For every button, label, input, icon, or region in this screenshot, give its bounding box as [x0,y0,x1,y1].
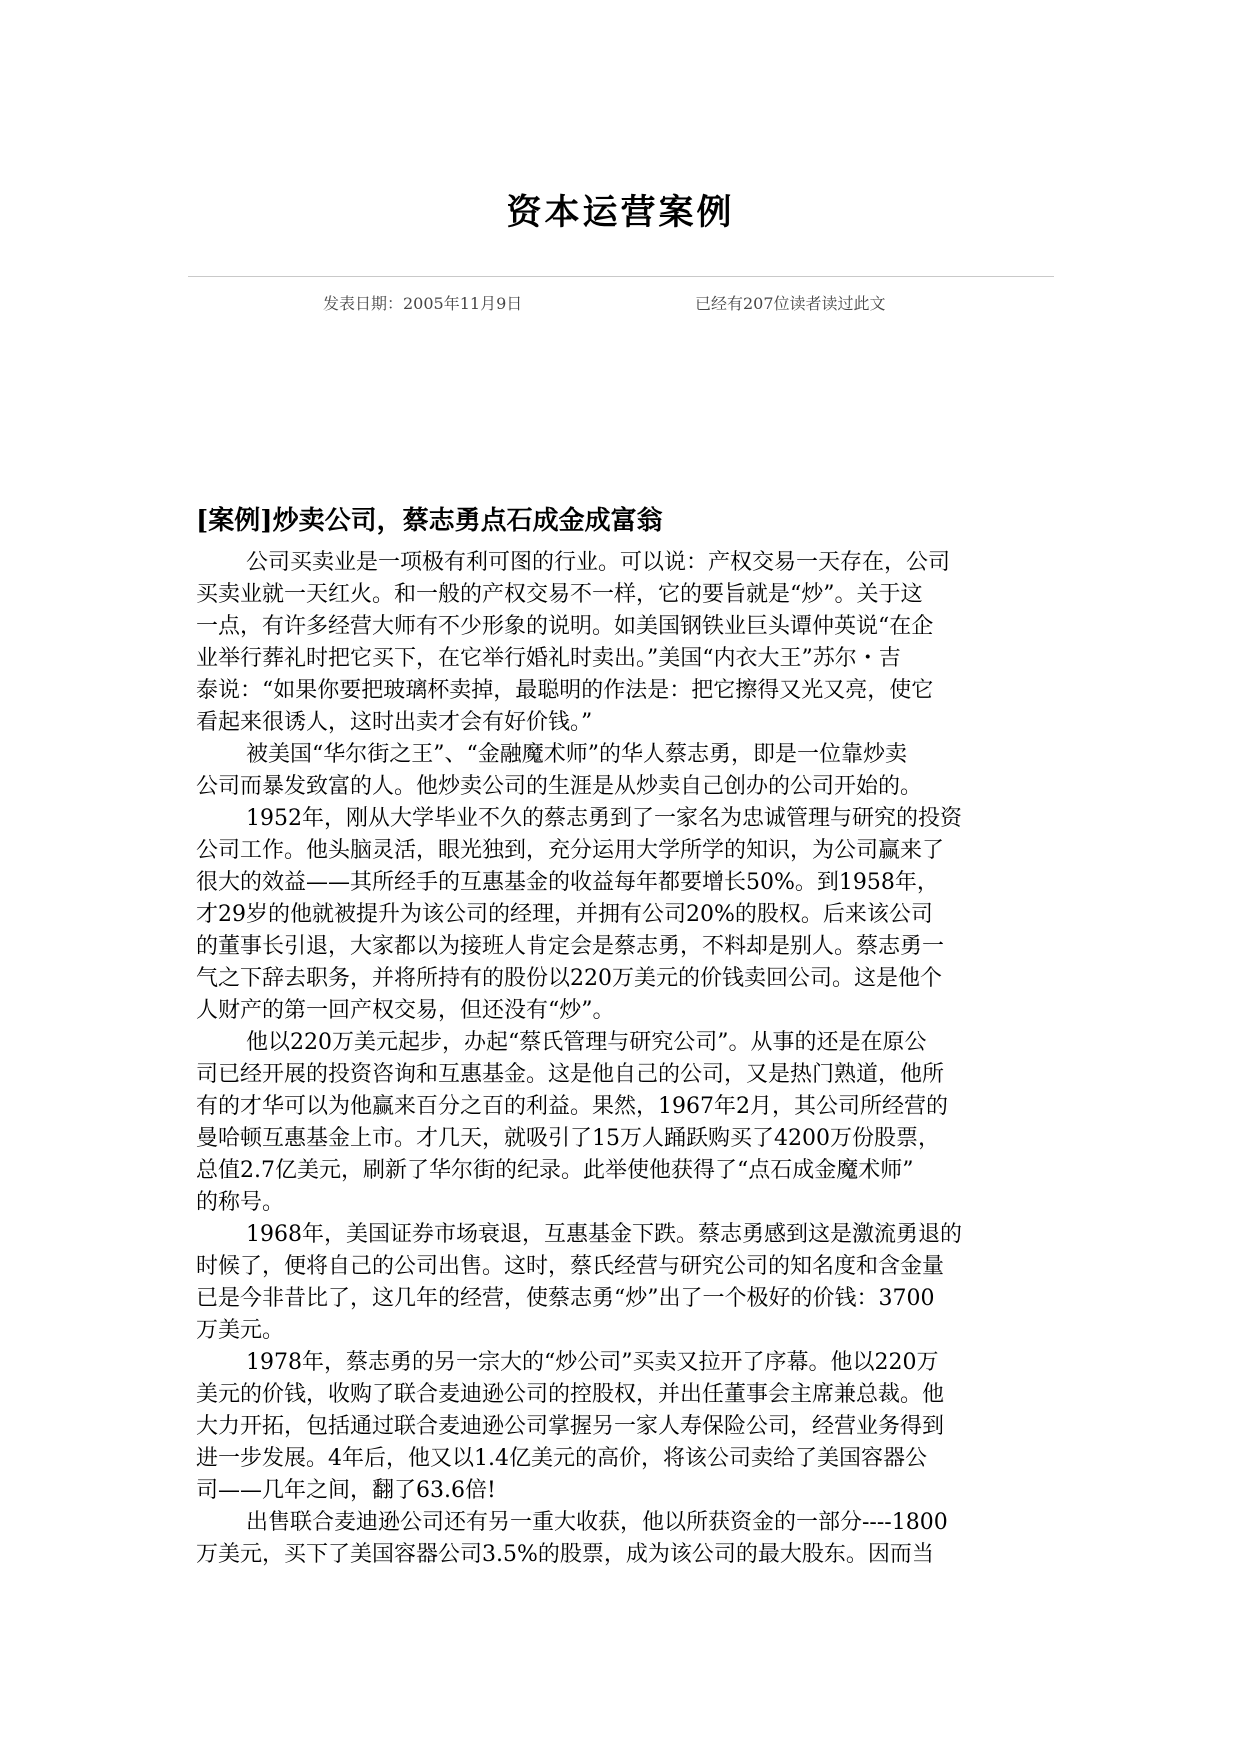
body-line: 他以220万美元起步，办起“蔡氏管理与研究公司”。从事的还是在原公 [246,1030,927,1055]
reader-count: 已经有207位读者读过此文 [695,294,886,313]
body-line: 公司买卖业是一项极有利可图的行业。可以说：产权交易一天存在，公司 [246,550,951,575]
body-line: 气之下辞去职务，并将所持有的股份以220万美元的价钱卖回公司。这是他个 [196,966,942,991]
body-line: 大力开拓，包括通过联合麦迪逊公司掌握另一家人寿保险公司，经营业务得到 [196,1414,945,1439]
body-line: 看起来很诱人，这时出卖才会有好价钱。” [196,710,593,735]
page-title: 资本运营案例 [506,192,735,233]
body-line: 有的才华可以为他赢来百分之百的利益。果然，1967年2月，其公司所经营的 [196,1094,948,1119]
publish-date: 发表日期：2005年11月9日 [323,294,523,313]
body-line: 很大的效益——其所经手的互惠基金的收益每年都要增长50%。到1958年， [196,870,939,895]
body-line: 业举行葬礼时把它买下，在它举行婚礼时卖出。”美国“内衣大王”苏尔・吉 [196,646,901,671]
body-line: 进一步发展。4年后，他又以1.4亿美元的高价，将该公司卖给了美国容器公 [196,1446,927,1471]
case-heading: [案例]炒卖公司，蔡志勇点石成金成富翁 [196,506,663,536]
body-line: 泰说：“如果你要把玻璃杯卖掉，最聪明的作法是：把它擦得又光又亮，使它 [196,678,934,703]
body-line: 万美元，买下了美国容器公司3.5%的股票，成为该公司的最大股东。因而当 [196,1542,934,1567]
body-line: 买卖业就一天红火。和一般的产权交易不一样，它的要旨就是“炒”。关于这 [196,582,923,607]
body-line: 的称号。 [196,1190,285,1215]
body-line: 1952年，刚从大学毕业不久的蔡志勇到了一家名为忠诚管理与研究的投资 [246,806,962,831]
body-line: 才29岁的他就被提升为该公司的经理，并拥有公司20%的股权。后来该公司 [196,902,933,927]
body-line: 总值2.7亿美元，刷新了华尔街的纪录。此举使他获得了“点石成金魔术师” [196,1158,914,1183]
body-line: 的董事长引退，大家都以为接班人肯定会是蔡志勇，不料却是别人。蔡志勇一 [196,934,945,959]
body-line: 1968年，美国证券市场衰退，互惠基金下跌。蔡志勇感到这是激流勇退的 [246,1222,962,1247]
title-divider [188,276,1054,277]
body-line: 人财产的第一回产权交易，但还没有“炒”。 [196,998,615,1023]
body-line: 1978年，蔡志勇的另一宗大的“炒公司”买卖又拉开了序幕。他以220万 [246,1350,939,1375]
body-line: 出售联合麦迪逊公司还有另一重大收获，他以所获资金的一部分----1800 [246,1510,948,1535]
body-line: 公司而暴发致富的人。他炒卖公司的生涯是从炒卖自己创办的公司开始的。 [196,774,923,799]
body-line: 一点，有许多经营大师有不少形象的说明。如美国钢铁业巨头谭仲英说“在企 [196,614,934,639]
body-line: 公司工作。他头脑灵活，眼光独到，充分运用大学所学的知识，为公司赢来了 [196,838,945,863]
body-line: 万美元。 [196,1318,285,1343]
body-line: 时候了，便将自己的公司出售。这时，蔡氏经营与研究公司的知名度和含金量 [196,1254,945,1279]
body-line: 司已经开展的投资咨询和互惠基金。这是他自己的公司，又是热门熟道，他所 [196,1062,945,1087]
body-line: 曼哈顿互惠基金上市。才几天，就吸引了15万人踊跃购买了4200万份股票， [196,1126,940,1151]
body-line: 已是今非昔比了，这几年的经营，使蔡志勇“炒”出了一个极好的价钱：3700 [196,1286,935,1311]
body-line: 美元的价钱，收购了联合麦迪逊公司的控股权，并出任董事会主席兼总裁。他 [196,1382,945,1407]
body-line: 被美国“华尔街之王”、“金融魔术师”的华人蔡志勇，即是一位靠炒卖 [246,742,907,767]
body-line: 司——几年之间，翻了63.6倍! [196,1478,496,1503]
